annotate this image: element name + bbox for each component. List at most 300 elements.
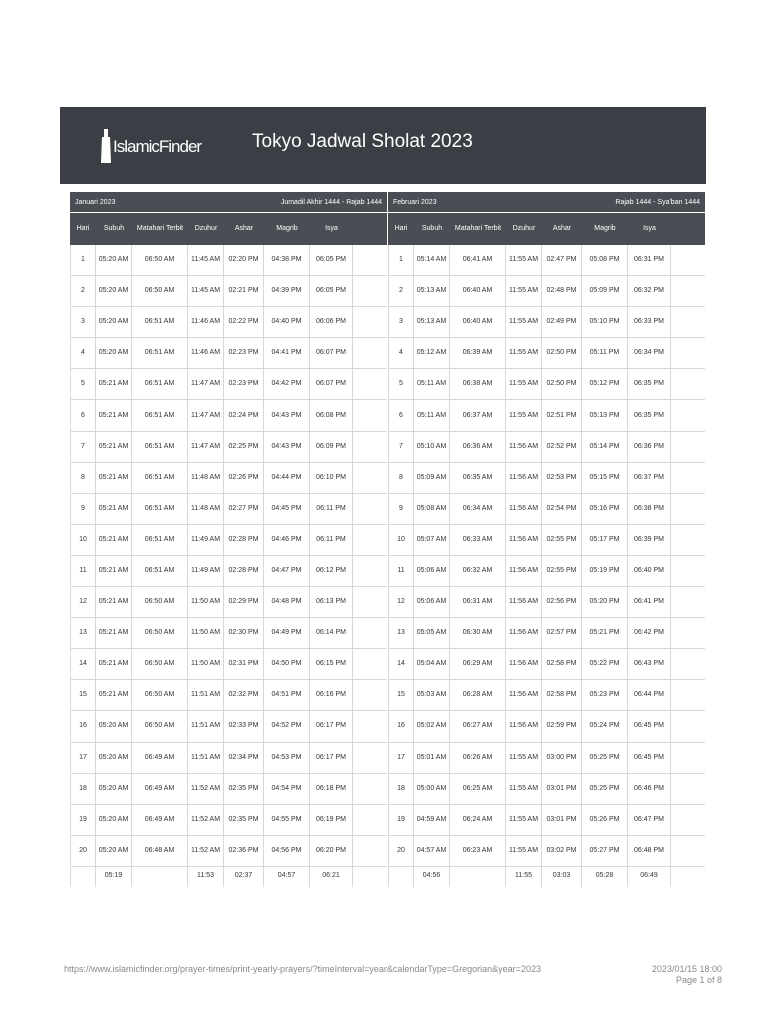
cell-magrib: 05:11 PM <box>582 338 628 368</box>
cell-subuh: 05:06 AM <box>414 556 450 586</box>
cell-isya: 06:49 <box>628 867 671 887</box>
cell-isya: 06:36 PM <box>628 432 671 462</box>
cell-isya: 06:20 PM <box>310 836 353 866</box>
month-header <box>70 192 387 212</box>
month-table-februari <box>388 192 705 887</box>
table-row <box>388 618 705 649</box>
cell-dzuhur: 11:55 AM <box>506 276 542 306</box>
cell-magrib: 05:13 PM <box>582 400 628 430</box>
cell-isya: 06:05 PM <box>310 245 353 275</box>
col-isya: Isya <box>643 225 656 232</box>
cell-dzuhur: 11:56 AM <box>506 494 542 524</box>
cell-dzuhur: 11:55 AM <box>506 774 542 804</box>
cell-subuh: 05:04 AM <box>414 649 450 679</box>
cell-hari: 20 <box>70 836 96 866</box>
cell-hari: 12 <box>388 587 414 617</box>
cell-dzuhur: 11:56 AM <box>506 556 542 586</box>
cell-hari: 4 <box>70 338 96 368</box>
table-row <box>388 338 705 369</box>
cell-isya: 06:08 PM <box>310 400 353 430</box>
cell-hari: 14 <box>70 649 96 679</box>
cell-isya: 06:37 PM <box>628 463 671 493</box>
cell-dzuhur: 11:48 AM <box>188 463 224 493</box>
cell-subuh: 05:21 AM <box>96 556 132 586</box>
cell-subuh: 05:20 AM <box>96 338 132 368</box>
cell-terbit: 06:51 AM <box>132 338 188 368</box>
table-body <box>70 245 387 887</box>
cell-terbit: 06:29 AM <box>450 649 506 679</box>
cell-ashar: 02:28 PM <box>224 525 264 555</box>
cell-dzuhur: 11:55 AM <box>506 836 542 866</box>
cell-subuh: 05:21 AM <box>96 432 132 462</box>
cell-dzuhur: 11:47 AM <box>188 369 224 399</box>
cell-subuh: 05:20 AM <box>96 276 132 306</box>
cell-subuh: 05:14 AM <box>414 245 450 275</box>
cell-ashar: 02:33 PM <box>224 711 264 741</box>
col-magrib: Magrib <box>276 225 298 232</box>
cell-magrib: 05:08 PM <box>582 245 628 275</box>
cell-ashar: 02:56 PM <box>542 587 582 617</box>
cell-subuh: 05:21 AM <box>96 618 132 648</box>
cell-magrib: 04:40 PM <box>264 307 310 337</box>
cell-terbit: 06:49 AM <box>132 805 188 835</box>
cell-terbit: 06:25 AM <box>450 774 506 804</box>
cell-isya: 06:12 PM <box>310 556 353 586</box>
cell-subuh: 04:57 AM <box>414 836 450 866</box>
cell-isya: 06:45 PM <box>628 711 671 741</box>
cell-isya: 06:44 PM <box>628 680 671 710</box>
cell-hari: 2 <box>388 276 414 306</box>
col-hari: Hari <box>394 225 408 232</box>
cell-ashar: 03:01 PM <box>542 805 582 835</box>
cell-isya: 06:46 PM <box>628 774 671 804</box>
cell-isya: 06:15 PM <box>310 649 353 679</box>
cell-dzuhur: 11:49 AM <box>188 556 224 586</box>
cell-isya: 06:31 PM <box>628 245 671 275</box>
cell-dzuhur: 11:55 AM <box>506 743 542 773</box>
cell-subuh: 05:10 AM <box>414 432 450 462</box>
cell-dzuhur: 11:50 AM <box>188 649 224 679</box>
cell-isya: 06:33 PM <box>628 307 671 337</box>
table-row <box>70 525 387 556</box>
print-datetime: 2023/01/15 18:00 <box>651 964 722 974</box>
cell-subuh: 05:21 AM <box>96 369 132 399</box>
cell-dzuhur: 11:45 AM <box>188 245 224 275</box>
cell-dzuhur: 11:55 AM <box>506 307 542 337</box>
cell-hari: 8 <box>70 463 96 493</box>
col-dzuhur: Dzuhur <box>512 225 536 232</box>
cell-ashar: 02:48 PM <box>542 276 582 306</box>
cell-terbit: 06:26 AM <box>450 743 506 773</box>
table-row <box>388 587 705 618</box>
table-row <box>388 400 705 431</box>
cell-terbit: 06:41 AM <box>450 245 506 275</box>
cell-ashar: 02:50 PM <box>542 338 582 368</box>
table-row <box>70 587 387 618</box>
cell-magrib: 05:26 PM <box>582 805 628 835</box>
cell-terbit: 06:36 AM <box>450 432 506 462</box>
cell-isya: 06:05 PM <box>310 276 353 306</box>
cell-isya: 06:21 <box>310 867 353 887</box>
cell-magrib: 04:47 PM <box>264 556 310 586</box>
column-header-row <box>70 213 387 245</box>
cell-subuh: 05:13 AM <box>414 276 450 306</box>
cell-magrib: 05:23 PM <box>582 680 628 710</box>
cell-magrib: 04:57 <box>264 867 310 887</box>
cell-isya: 06:48 PM <box>628 836 671 866</box>
cell-ashar: 02:52 PM <box>542 432 582 462</box>
table-row <box>388 743 705 774</box>
cell-magrib: 04:53 PM <box>264 743 310 773</box>
cell-subuh: 05:21 AM <box>96 649 132 679</box>
cell-terbit: 06:51 AM <box>132 494 188 524</box>
cell-hari: 3 <box>388 307 414 337</box>
col-dzuhur: Dzuhur <box>194 225 218 232</box>
col-terbit: Matahari Terbit <box>136 225 184 232</box>
col-ashar: Ashar <box>552 225 572 232</box>
cell-dzuhur: 11:55 AM <box>506 369 542 399</box>
cell-isya: 06:40 PM <box>628 556 671 586</box>
cell-ashar: 02:36 PM <box>224 836 264 866</box>
cell-dzuhur: 11:53 <box>188 867 224 887</box>
cell-magrib: 05:19 PM <box>582 556 628 586</box>
month-name: Januari 2023 <box>75 198 116 206</box>
cell-magrib: 05:09 PM <box>582 276 628 306</box>
cell-ashar: 02:54 PM <box>542 494 582 524</box>
cell-hari: 15 <box>388 680 414 710</box>
table-row <box>70 307 387 338</box>
cell-dzuhur: 11:47 AM <box>188 432 224 462</box>
cell-terbit: 06:32 AM <box>450 556 506 586</box>
cell-dzuhur: 11:55 AM <box>506 338 542 368</box>
cell-terbit: 06:37 AM <box>450 400 506 430</box>
cell-ashar: 02:47 PM <box>542 245 582 275</box>
cell-ashar: 02:30 PM <box>224 618 264 648</box>
cell-terbit: 06:23 AM <box>450 836 506 866</box>
cell-magrib: 04:44 PM <box>264 463 310 493</box>
cell-terbit <box>132 867 188 887</box>
cell-ashar: 02:20 PM <box>224 245 264 275</box>
cell-magrib: 04:46 PM <box>264 525 310 555</box>
cell-terbit: 06:35 AM <box>450 463 506 493</box>
table-row <box>388 463 705 494</box>
cell-terbit: 06:50 AM <box>132 649 188 679</box>
cell-magrib: 04:41 PM <box>264 338 310 368</box>
page-number: Page 1 of 8 <box>675 975 722 985</box>
cell-subuh: 05:20 AM <box>96 836 132 866</box>
cell-hari: 7 <box>388 432 414 462</box>
page-title: Tokyo Jadwal Sholat 2023 <box>252 131 473 152</box>
table-row <box>388 245 705 276</box>
cell-hari: 11 <box>70 556 96 586</box>
cell-hari: 20 <box>388 836 414 866</box>
month-table-januari <box>70 192 387 887</box>
cell-hari <box>388 867 414 887</box>
cell-ashar: 02:55 PM <box>542 525 582 555</box>
table-row <box>70 400 387 431</box>
table-row <box>70 836 387 867</box>
cell-terbit: 06:51 AM <box>132 556 188 586</box>
cell-magrib: 05:24 PM <box>582 711 628 741</box>
cell-hari: 8 <box>388 463 414 493</box>
cell-magrib: 05:22 PM <box>582 649 628 679</box>
table-row <box>388 774 705 805</box>
cell-terbit: 06:40 AM <box>450 276 506 306</box>
cell-magrib: 04:54 PM <box>264 774 310 804</box>
cell-subuh: 05:07 AM <box>414 525 450 555</box>
cell-dzuhur: 11:49 AM <box>188 525 224 555</box>
cell-hari: 5 <box>70 369 96 399</box>
table-row <box>70 805 387 836</box>
cell-ashar: 02:53 PM <box>542 463 582 493</box>
table-row <box>70 618 387 649</box>
hijri-range: Rajab 1444 - Sya'ban 1444 <box>615 198 700 206</box>
table-row <box>70 245 387 276</box>
cell-isya: 06:35 PM <box>628 400 671 430</box>
table-row <box>70 463 387 494</box>
table-row <box>70 432 387 463</box>
cell-terbit <box>450 867 506 887</box>
cell-subuh: 05:02 AM <box>414 711 450 741</box>
cell-isya: 06:13 PM <box>310 587 353 617</box>
cell-isya: 06:41 PM <box>628 587 671 617</box>
cell-ashar: 03:03 <box>542 867 582 887</box>
cell-terbit: 06:50 AM <box>132 276 188 306</box>
cell-subuh: 05:08 AM <box>414 494 450 524</box>
cell-isya: 06:07 PM <box>310 338 353 368</box>
cell-ashar: 02:32 PM <box>224 680 264 710</box>
cell-ashar: 02:49 PM <box>542 307 582 337</box>
cell-terbit: 06:28 AM <box>450 680 506 710</box>
cell-hari: 15 <box>70 680 96 710</box>
logo-text: IslamicFinder <box>113 137 202 156</box>
month-name: Februari 2023 <box>393 198 437 206</box>
cell-isya: 06:06 PM <box>310 307 353 337</box>
cell-magrib: 04:48 PM <box>264 587 310 617</box>
cell-ashar: 02:25 PM <box>224 432 264 462</box>
cell-dzuhur: 11:55 <box>506 867 542 887</box>
col-subuh: Subuh <box>103 225 125 232</box>
cell-hari: 9 <box>70 494 96 524</box>
cell-dzuhur: 11:51 AM <box>188 743 224 773</box>
cell-ashar: 02:58 PM <box>542 680 582 710</box>
cell-terbit: 06:39 AM <box>450 338 506 368</box>
cell-terbit: 06:34 AM <box>450 494 506 524</box>
table-row <box>388 836 705 867</box>
cell-isya: 06:18 PM <box>310 774 353 804</box>
cell-isya: 06:11 PM <box>310 494 353 524</box>
cell-terbit: 06:51 AM <box>132 432 188 462</box>
cell-magrib: 05:20 PM <box>582 587 628 617</box>
cell-magrib: 05:25 PM <box>582 743 628 773</box>
cell-magrib: 05:16 PM <box>582 494 628 524</box>
hijri-range: Jumadil Akhir 1444 - Rajab 1444 <box>280 198 382 206</box>
cell-magrib: 04:43 PM <box>264 400 310 430</box>
cell-magrib: 04:55 PM <box>264 805 310 835</box>
cell-terbit: 06:49 AM <box>132 743 188 773</box>
cell-subuh: 05:11 AM <box>414 369 450 399</box>
cell-hari: 10 <box>388 525 414 555</box>
cell-terbit: 06:51 AM <box>132 525 188 555</box>
cell-hari: 1 <box>388 245 414 275</box>
cell-subuh: 05:21 AM <box>96 587 132 617</box>
cell-subuh: 05:01 AM <box>414 743 450 773</box>
cell-ashar: 02:34 PM <box>224 743 264 773</box>
month-header <box>388 192 705 212</box>
islamicfinder-logo[interactable] <box>99 129 202 163</box>
cell-ashar: 02:27 PM <box>224 494 264 524</box>
cell-dzuhur: 11:51 AM <box>188 680 224 710</box>
cell-dzuhur: 11:56 AM <box>506 618 542 648</box>
cell-magrib: 05:12 PM <box>582 369 628 399</box>
cell-dzuhur: 11:56 AM <box>506 432 542 462</box>
table-body <box>388 245 705 887</box>
cell-magrib: 04:52 PM <box>264 711 310 741</box>
cell-subuh: 05:20 AM <box>96 711 132 741</box>
cell-magrib: 04:43 PM <box>264 432 310 462</box>
cell-hari: 4 <box>388 338 414 368</box>
cell-dzuhur: 11:52 AM <box>188 774 224 804</box>
cell-subuh: 05:21 AM <box>96 463 132 493</box>
cell-isya: 06:45 PM <box>628 743 671 773</box>
cell-ashar: 02:35 PM <box>224 774 264 804</box>
table-row <box>70 711 387 742</box>
cell-ashar: 02:29 PM <box>224 587 264 617</box>
col-magrib: Magrib <box>594 225 616 232</box>
cell-ashar: 02:24 PM <box>224 400 264 430</box>
cell-hari: 13 <box>388 618 414 648</box>
cell-dzuhur: 11:52 AM <box>188 805 224 835</box>
table-row <box>388 494 705 525</box>
cell-subuh: 05:20 AM <box>96 743 132 773</box>
cell-ashar: 02:23 PM <box>224 338 264 368</box>
cell-terbit: 06:27 AM <box>450 711 506 741</box>
cell-magrib: 04:45 PM <box>264 494 310 524</box>
cell-hari: 19 <box>70 805 96 835</box>
cell-dzuhur: 11:56 AM <box>506 463 542 493</box>
cell-isya: 06:07 PM <box>310 369 353 399</box>
column-header-row <box>388 213 705 245</box>
cell-subuh: 05:20 AM <box>96 805 132 835</box>
cell-subuh: 05:21 AM <box>96 400 132 430</box>
table-row <box>388 649 705 680</box>
cell-subuh: 05:12 AM <box>414 338 450 368</box>
cell-isya: 06:39 PM <box>628 525 671 555</box>
cell-magrib: 05:14 PM <box>582 432 628 462</box>
col-ashar: Ashar <box>234 225 254 232</box>
table-row <box>388 525 705 556</box>
cell-magrib: 05:15 PM <box>582 463 628 493</box>
cell-dzuhur: 11:56 AM <box>506 649 542 679</box>
cell-hari: 9 <box>388 494 414 524</box>
cell-terbit: 06:50 AM <box>132 587 188 617</box>
cell-terbit: 06:31 AM <box>450 587 506 617</box>
table-row <box>388 432 705 463</box>
cell-isya: 06:16 PM <box>310 680 353 710</box>
cell-dzuhur: 11:55 AM <box>506 400 542 430</box>
cell-hari: 12 <box>70 587 96 617</box>
cell-ashar: 02:59 PM <box>542 711 582 741</box>
cell-terbit: 06:51 AM <box>132 463 188 493</box>
cell-ashar: 02:57 PM <box>542 618 582 648</box>
footer-info <box>652 964 722 986</box>
table-row <box>70 276 387 307</box>
cell-hari <box>70 867 96 887</box>
cell-dzuhur: 11:51 AM <box>188 711 224 741</box>
cell-hari: 14 <box>388 649 414 679</box>
cell-hari: 7 <box>70 432 96 462</box>
cell-hari: 18 <box>388 774 414 804</box>
cell-isya: 06:32 PM <box>628 276 671 306</box>
cell-subuh: 05:21 AM <box>96 494 132 524</box>
cell-dzuhur: 11:46 AM <box>188 338 224 368</box>
cell-ashar: 03:01 PM <box>542 774 582 804</box>
mosque-icon <box>99 129 113 163</box>
cell-isya: 06:17 PM <box>310 711 353 741</box>
cell-isya: 06:42 PM <box>628 618 671 648</box>
cell-ashar: 02:22 PM <box>224 307 264 337</box>
cell-ashar: 02:21 PM <box>224 276 264 306</box>
cell-isya: 06:35 PM <box>628 369 671 399</box>
cell-hari: 19 <box>388 805 414 835</box>
cell-ashar: 02:37 <box>224 867 264 887</box>
cell-isya: 06:43 PM <box>628 649 671 679</box>
table-row <box>388 680 705 711</box>
cell-ashar: 02:58 PM <box>542 649 582 679</box>
cell-ashar: 02:31 PM <box>224 649 264 679</box>
cell-hari: 17 <box>70 743 96 773</box>
cell-isya: 06:19 PM <box>310 805 353 835</box>
cell-terbit: 06:50 AM <box>132 680 188 710</box>
page-header <box>60 107 706 184</box>
cell-magrib: 04:51 PM <box>264 680 310 710</box>
cell-magrib: 05:21 PM <box>582 618 628 648</box>
cell-magrib: 04:42 PM <box>264 369 310 399</box>
cell-hari: 13 <box>70 618 96 648</box>
cell-ashar: 02:51 PM <box>542 400 582 430</box>
cell-terbit: 06:51 AM <box>132 307 188 337</box>
cell-subuh: 04:59 AM <box>414 805 450 835</box>
cell-subuh: 05:09 AM <box>414 463 450 493</box>
cell-ashar: 02:35 PM <box>224 805 264 835</box>
cell-isya: 06:47 PM <box>628 805 671 835</box>
table-row <box>388 276 705 307</box>
col-terbit: Matahari Terbit <box>454 225 502 232</box>
footer-url: https://www.islamicfinder.org/prayer-times/print-yearly-prayers/?timeInterval=year&calendarType=Gregorian&year=2023 <box>64 964 541 974</box>
cell-dzuhur: 11:56 AM <box>506 587 542 617</box>
cell-dzuhur: 11:52 AM <box>188 836 224 866</box>
cell-terbit: 06:24 AM <box>450 805 506 835</box>
cell-hari: 2 <box>70 276 96 306</box>
cell-subuh: 05:11 AM <box>414 400 450 430</box>
cell-ashar: 03:00 PM <box>542 743 582 773</box>
cell-isya: 06:09 PM <box>310 432 353 462</box>
cell-magrib: 04:56 PM <box>264 836 310 866</box>
cell-subuh: 05:21 AM <box>96 525 132 555</box>
table-row <box>388 369 705 400</box>
cell-subuh: 05:06 AM <box>414 587 450 617</box>
cell-dzuhur: 11:50 AM <box>188 587 224 617</box>
cell-terbit: 06:51 AM <box>132 400 188 430</box>
cell-isya: 06:17 PM <box>310 743 353 773</box>
cell-hari: 6 <box>70 400 96 430</box>
col-isya: Isya <box>325 225 338 232</box>
table-row <box>388 556 705 587</box>
cell-subuh: 05:21 AM <box>96 680 132 710</box>
cell-dzuhur: 11:50 AM <box>188 618 224 648</box>
cell-ashar: 02:55 PM <box>542 556 582 586</box>
cell-isya: 06:10 PM <box>310 463 353 493</box>
